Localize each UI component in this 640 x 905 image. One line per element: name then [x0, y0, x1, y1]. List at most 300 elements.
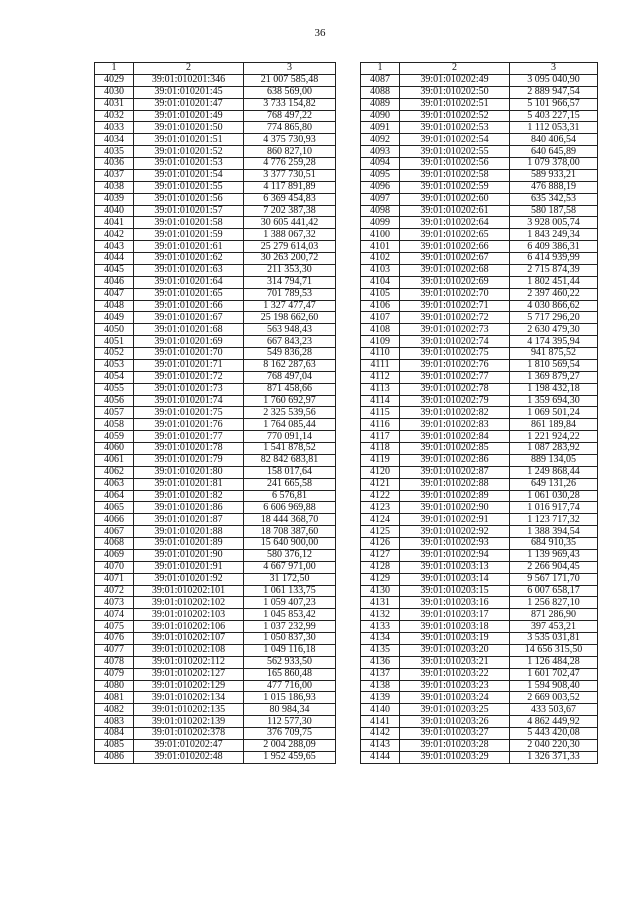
value-cell: 1 764 085,44 [244, 419, 336, 431]
cadastral-number-cell: 39:01:010201:82 [134, 490, 244, 502]
row-number-cell: 4144 [361, 751, 400, 763]
cadastral-number-cell: 39:01:010201:86 [134, 502, 244, 514]
row-number-cell: 4089 [361, 98, 400, 110]
table-row [361, 241, 598, 253]
row-number-cell: 4056 [95, 395, 134, 407]
column-header: 3 [510, 63, 598, 75]
cadastral-number-cell: 39:01:010203:21 [400, 656, 510, 668]
row-number-cell: 4036 [95, 158, 134, 170]
value-cell: 1 139 969,43 [510, 549, 598, 561]
table-row [361, 716, 598, 728]
row-number-cell: 4111 [361, 359, 400, 371]
cadastral-number-cell: 39:01:010201:66 [134, 300, 244, 312]
table-row [95, 300, 336, 312]
row-number-cell: 4034 [95, 134, 134, 146]
value-cell: 770 091,14 [244, 431, 336, 443]
cadastral-number-cell: 39:01:010202:66 [400, 241, 510, 253]
value-cell: 4 030 866,62 [510, 300, 598, 312]
row-number-cell: 4062 [95, 466, 134, 478]
cadastral-number-cell: 39:01:010202:134 [134, 692, 244, 704]
cadastral-number-cell: 39:01:010202:127 [134, 668, 244, 680]
table-row [361, 585, 598, 597]
row-number-cell: 4032 [95, 110, 134, 122]
table-row [361, 122, 598, 134]
row-number-cell: 4143 [361, 739, 400, 751]
row-number-cell: 4067 [95, 526, 134, 538]
column-header-row [361, 63, 598, 75]
cadastral-number-cell: 39:01:010203:17 [400, 609, 510, 621]
row-number-cell: 4086 [95, 751, 134, 763]
row-number-cell: 4115 [361, 407, 400, 419]
table-row [95, 86, 336, 98]
value-cell: 2 715 874,39 [510, 264, 598, 276]
table-row [95, 158, 336, 170]
value-cell: 941 875,52 [510, 348, 598, 360]
row-number-cell: 4064 [95, 490, 134, 502]
table-row [361, 549, 598, 561]
table-row [95, 561, 336, 573]
table-row [361, 751, 598, 763]
row-number-cell: 4031 [95, 98, 134, 110]
value-cell: 1 952 459,65 [244, 751, 336, 763]
value-cell: 2 325 539,56 [244, 407, 336, 419]
row-number-cell: 4072 [95, 585, 134, 597]
row-number-cell: 4096 [361, 181, 400, 193]
row-number-cell: 4120 [361, 466, 400, 478]
value-cell: 5 101 966,57 [510, 98, 598, 110]
cadastral-number-cell: 39:01:010202:60 [400, 193, 510, 205]
value-cell: 211 353,30 [244, 264, 336, 276]
cadastral-number-cell: 39:01:010202:94 [400, 549, 510, 561]
row-number-cell: 4050 [95, 324, 134, 336]
value-cell: 476 888,19 [510, 181, 598, 193]
cadastral-number-cell: 39:01:010202:112 [134, 656, 244, 668]
value-cell: 1 760 692,97 [244, 395, 336, 407]
cadastral-number-cell: 39:01:010202:49 [400, 74, 510, 86]
value-cell: 2 397 460,22 [510, 288, 598, 300]
value-cell: 1 594 908,40 [510, 680, 598, 692]
table-row [361, 181, 598, 193]
value-cell: 1 045 853,42 [244, 609, 336, 621]
cadastral-number-cell: 39:01:010203:23 [400, 680, 510, 692]
row-number-cell: 4063 [95, 478, 134, 490]
cadastral-number-cell: 39:01:010201:47 [134, 98, 244, 110]
row-number-cell: 4066 [95, 514, 134, 526]
row-number-cell: 4124 [361, 514, 400, 526]
table-row [361, 253, 598, 265]
value-cell: 6 007 658,17 [510, 585, 598, 597]
cadastral-number-cell: 39:01:010202:56 [400, 158, 510, 170]
table-row [361, 597, 598, 609]
table-row [95, 241, 336, 253]
cadastral-number-cell: 39:01:010202:91 [400, 514, 510, 526]
row-number-cell: 4041 [95, 217, 134, 229]
cadastral-number-cell: 39:01:010203:28 [400, 739, 510, 751]
page-number: 36 [314, 27, 326, 39]
row-number-cell: 4112 [361, 371, 400, 383]
cadastral-number-cell: 39:01:010201:63 [134, 264, 244, 276]
row-number-cell: 4121 [361, 478, 400, 490]
value-cell: 2 040 220,30 [510, 739, 598, 751]
table-row [361, 419, 598, 431]
table-row [95, 205, 336, 217]
value-cell: 9 567 171,70 [510, 573, 598, 585]
value-cell: 1 059 407,23 [244, 597, 336, 609]
row-number-cell: 4048 [95, 300, 134, 312]
value-cell: 1 802 451,44 [510, 276, 598, 288]
table-row [95, 371, 336, 383]
cadastral-number-cell: 39:01:010201:49 [134, 110, 244, 122]
table-row [95, 502, 336, 514]
column-header: 2 [134, 63, 244, 75]
row-number-cell: 4105 [361, 288, 400, 300]
value-cell: 1 359 694,30 [510, 395, 598, 407]
row-number-cell: 4129 [361, 573, 400, 585]
value-cell: 1 388 067,32 [244, 229, 336, 241]
row-number-cell: 4097 [361, 193, 400, 205]
table-row [95, 407, 336, 419]
value-cell: 1 050 837,30 [244, 633, 336, 645]
row-number-cell: 4100 [361, 229, 400, 241]
cadastral-number-cell: 39:01:010202:92 [400, 526, 510, 538]
table-row [361, 526, 598, 538]
cadastral-number-cell: 39:01:010201:75 [134, 407, 244, 419]
cadastral-number-cell: 39:01:010201:92 [134, 573, 244, 585]
cadastral-number-cell: 39:01:010202:47 [134, 739, 244, 751]
cadastral-number-cell: 39:01:010203:18 [400, 621, 510, 633]
value-cell: 80 984,34 [244, 704, 336, 716]
table-row [95, 597, 336, 609]
cadastral-number-cell: 39:01:010202:59 [400, 181, 510, 193]
row-number-cell: 4047 [95, 288, 134, 300]
row-number-cell: 4138 [361, 680, 400, 692]
cadastral-number-cell: 39:01:010202:58 [400, 169, 510, 181]
row-number-cell: 4053 [95, 359, 134, 371]
value-cell: 701 789,53 [244, 288, 336, 300]
value-cell: 562 933,50 [244, 656, 336, 668]
row-number-cell: 4139 [361, 692, 400, 704]
value-cell: 4 117 891,89 [244, 181, 336, 193]
cadastral-number-cell: 39:01:010202:83 [400, 419, 510, 431]
cadastral-number-cell: 39:01:010202:106 [134, 621, 244, 633]
cadastral-number-cell: 39:01:010202:74 [400, 336, 510, 348]
value-cell: 1 015 186,93 [244, 692, 336, 704]
table-row [95, 728, 336, 740]
table-row [361, 110, 598, 122]
value-cell: 649 131,26 [510, 478, 598, 490]
value-cell: 376 709,75 [244, 728, 336, 740]
row-number-cell: 4058 [95, 419, 134, 431]
row-number-cell: 4099 [361, 217, 400, 229]
value-cell: 1 123 717,32 [510, 514, 598, 526]
value-cell: 241 665,58 [244, 478, 336, 490]
cadastral-number-cell: 39:01:010201:58 [134, 217, 244, 229]
row-number-cell: 4051 [95, 336, 134, 348]
cadastral-number-cell: 39:01:010201:88 [134, 526, 244, 538]
value-cell: 2 669 003,52 [510, 692, 598, 704]
value-cell: 2 889 947,54 [510, 86, 598, 98]
row-number-cell: 4084 [95, 728, 134, 740]
row-number-cell: 4093 [361, 146, 400, 158]
row-number-cell: 4128 [361, 561, 400, 573]
value-cell: 1 327 477,47 [244, 300, 336, 312]
row-number-cell: 4052 [95, 348, 134, 360]
table-row [95, 419, 336, 431]
cadastral-number-cell: 39:01:010201:67 [134, 312, 244, 324]
row-number-cell: 4040 [95, 205, 134, 217]
value-cell: 6 576,81 [244, 490, 336, 502]
table-row [361, 312, 598, 324]
cadastral-number-cell: 39:01:010201:87 [134, 514, 244, 526]
row-number-cell: 4098 [361, 205, 400, 217]
value-cell: 589 933,21 [510, 169, 598, 181]
cadastral-number-cell: 39:01:010201:57 [134, 205, 244, 217]
table-row [95, 181, 336, 193]
table-row [95, 704, 336, 716]
table-row [361, 288, 598, 300]
table-row [361, 561, 598, 573]
cadastral-number-cell: 39:01:010202:103 [134, 609, 244, 621]
cadastral-number-cell: 39:01:010203:29 [400, 751, 510, 763]
row-number-cell: 4035 [95, 146, 134, 158]
cadastral-number-cell: 39:01:010203:22 [400, 668, 510, 680]
cadastral-number-cell: 39:01:010202:87 [400, 466, 510, 478]
cadastral-number-cell: 39:01:010202:68 [400, 264, 510, 276]
cadastral-number-cell: 39:01:010203:16 [400, 597, 510, 609]
table-row [95, 538, 336, 550]
cadastral-number-cell: 39:01:010202:65 [400, 229, 510, 241]
row-number-cell: 4068 [95, 538, 134, 550]
row-number-cell: 4043 [95, 241, 134, 253]
cadastral-number-cell: 39:01:010201:77 [134, 431, 244, 443]
table-row [361, 229, 598, 241]
cadastral-number-cell: 39:01:010202:129 [134, 680, 244, 692]
value-cell: 5 443 420,08 [510, 728, 598, 740]
table-row [95, 288, 336, 300]
table-row [361, 276, 598, 288]
value-cell: 889 134,05 [510, 454, 598, 466]
value-cell: 549 836,28 [244, 348, 336, 360]
table-row [95, 454, 336, 466]
value-cell: 1 541 878,52 [244, 443, 336, 455]
value-cell: 4 375 730,93 [244, 134, 336, 146]
table-row [361, 193, 598, 205]
row-number-cell: 4137 [361, 668, 400, 680]
value-cell: 4 174 395,94 [510, 336, 598, 348]
table-row [95, 110, 336, 122]
row-number-cell: 4126 [361, 538, 400, 550]
row-number-cell: 4071 [95, 573, 134, 585]
cadastral-number-cell: 39:01:010201:76 [134, 419, 244, 431]
table-row [361, 324, 598, 336]
cadastral-number-cell: 39:01:010203:14 [400, 573, 510, 585]
table-row [95, 146, 336, 158]
table-row [95, 395, 336, 407]
column-header: 3 [244, 63, 336, 75]
cadastral-number-cell: 39:01:010202:61 [400, 205, 510, 217]
cadastral-number-cell: 39:01:010202:76 [400, 359, 510, 371]
value-cell: 314 794,71 [244, 276, 336, 288]
table-row [95, 490, 336, 502]
table-row [361, 86, 598, 98]
value-cell: 1 601 702,47 [510, 668, 598, 680]
cadastral-number-cell: 39:01:010201:81 [134, 478, 244, 490]
row-number-cell: 4075 [95, 621, 134, 633]
cadastral-number-cell: 39:01:010202:48 [134, 751, 244, 763]
table-row [361, 395, 598, 407]
cadastral-number-cell: 39:01:010202:88 [400, 478, 510, 490]
row-number-cell: 4046 [95, 276, 134, 288]
table-row [361, 680, 598, 692]
row-number-cell: 4107 [361, 312, 400, 324]
row-number-cell: 4076 [95, 633, 134, 645]
value-cell: 580 187,58 [510, 205, 598, 217]
value-cell: 667 843,23 [244, 336, 336, 348]
row-number-cell: 4081 [95, 692, 134, 704]
table-row [361, 466, 598, 478]
cadastral-number-cell: 39:01:010201:50 [134, 122, 244, 134]
row-number-cell: 4042 [95, 229, 134, 241]
table-row [95, 644, 336, 656]
table-row [95, 122, 336, 134]
value-cell: 1 843 249,34 [510, 229, 598, 241]
row-number-cell: 4055 [95, 383, 134, 395]
row-number-cell: 4030 [95, 86, 134, 98]
value-cell: 18 444 368,70 [244, 514, 336, 526]
table-row [95, 324, 336, 336]
table-row [95, 74, 336, 86]
cadastral-number-cell: 39:01:010202:107 [134, 633, 244, 645]
table-row [361, 359, 598, 371]
table-row [95, 680, 336, 692]
table-row [95, 169, 336, 181]
cadastral-number-cell: 39:01:010201:64 [134, 276, 244, 288]
table-row [95, 573, 336, 585]
value-cell: 1 069 501,24 [510, 407, 598, 419]
table-row [95, 549, 336, 561]
table-row [361, 633, 598, 645]
cadastral-number-cell: 39:01:010203:19 [400, 633, 510, 645]
column-header-row [95, 63, 336, 75]
cadastral-number-cell: 39:01:010202:84 [400, 431, 510, 443]
row-number-cell: 4079 [95, 668, 134, 680]
cadastral-number-cell: 39:01:010202:75 [400, 348, 510, 360]
table-row [95, 621, 336, 633]
row-number-cell: 4070 [95, 561, 134, 573]
value-cell: 1 369 879,27 [510, 371, 598, 383]
row-number-cell: 4140 [361, 704, 400, 716]
row-number-cell: 4095 [361, 169, 400, 181]
table-row [95, 312, 336, 324]
cadastral-number-cell: 39:01:010202:71 [400, 300, 510, 312]
row-number-cell: 4133 [361, 621, 400, 633]
value-cell: 638 569,00 [244, 86, 336, 98]
cadastral-number-cell: 39:01:010202:70 [400, 288, 510, 300]
row-number-cell: 4131 [361, 597, 400, 609]
value-cell: 21 007 585,48 [244, 74, 336, 86]
value-cell: 580 376,12 [244, 549, 336, 561]
row-number-cell: 4123 [361, 502, 400, 514]
value-cell: 14 656 315,50 [510, 644, 598, 656]
cadastral-number-cell: 39:01:010203:27 [400, 728, 510, 740]
column-header: 1 [95, 63, 134, 75]
table-row [361, 621, 598, 633]
cadastral-number-cell: 39:01:010202:73 [400, 324, 510, 336]
row-number-cell: 4073 [95, 597, 134, 609]
value-cell: 4 862 449,92 [510, 716, 598, 728]
table-row [95, 193, 336, 205]
value-cell: 1 061 133,75 [244, 585, 336, 597]
row-number-cell: 4088 [361, 86, 400, 98]
row-number-cell: 4119 [361, 454, 400, 466]
table-row [361, 490, 598, 502]
row-number-cell: 4080 [95, 680, 134, 692]
cadastral-number-cell: 39:01:010202:64 [400, 217, 510, 229]
row-number-cell: 4037 [95, 169, 134, 181]
row-number-cell: 4135 [361, 644, 400, 656]
cadastral-number-cell: 39:01:010201:72 [134, 371, 244, 383]
cadastral-number-cell: 39:01:010203:24 [400, 692, 510, 704]
table-row [361, 205, 598, 217]
cadastral-number-cell: 39:01:010202:54 [400, 134, 510, 146]
table-row [361, 704, 598, 716]
value-cell: 1 221 924,22 [510, 431, 598, 443]
row-number-cell: 4049 [95, 312, 134, 324]
table-row [95, 443, 336, 455]
cadastral-number-cell: 39:01:010202:93 [400, 538, 510, 550]
value-cell: 433 503,67 [510, 704, 598, 716]
column-header: 1 [361, 63, 400, 75]
table-row [95, 336, 336, 348]
table-row [95, 633, 336, 645]
cadastral-number-cell: 39:01:010202:85 [400, 443, 510, 455]
cadastral-number-cell: 39:01:010202:101 [134, 585, 244, 597]
table-row [361, 656, 598, 668]
cadastral-number-cell: 39:01:010201:79 [134, 454, 244, 466]
value-cell: 640 645,89 [510, 146, 598, 158]
table-row [361, 573, 598, 585]
table-row [361, 478, 598, 490]
cadastral-number-cell: 39:01:010201:53 [134, 158, 244, 170]
cadastral-number-cell: 39:01:010202:108 [134, 644, 244, 656]
row-number-cell: 4083 [95, 716, 134, 728]
table-row [95, 359, 336, 371]
table-row [361, 668, 598, 680]
table-row [95, 526, 336, 538]
table-row [361, 74, 598, 86]
table-row [95, 253, 336, 265]
row-number-cell: 4078 [95, 656, 134, 668]
row-number-cell: 4104 [361, 276, 400, 288]
table-row [95, 276, 336, 288]
cadastral-number-cell: 39:01:010203:25 [400, 704, 510, 716]
cadastral-number-cell: 39:01:010202:378 [134, 728, 244, 740]
value-cell: 25 198 662,60 [244, 312, 336, 324]
table-row [361, 609, 598, 621]
row-number-cell: 4061 [95, 454, 134, 466]
cadastral-number-cell: 39:01:010202:82 [400, 407, 510, 419]
row-number-cell: 4094 [361, 158, 400, 170]
table-row [95, 514, 336, 526]
table-row [95, 134, 336, 146]
register-table-left [94, 62, 336, 764]
value-cell: 2 630 479,30 [510, 324, 598, 336]
value-cell: 2 004 288,09 [244, 739, 336, 751]
value-cell: 563 948,43 [244, 324, 336, 336]
value-cell: 6 606 969,88 [244, 502, 336, 514]
table-row [95, 431, 336, 443]
value-cell: 1 249 868,44 [510, 466, 598, 478]
